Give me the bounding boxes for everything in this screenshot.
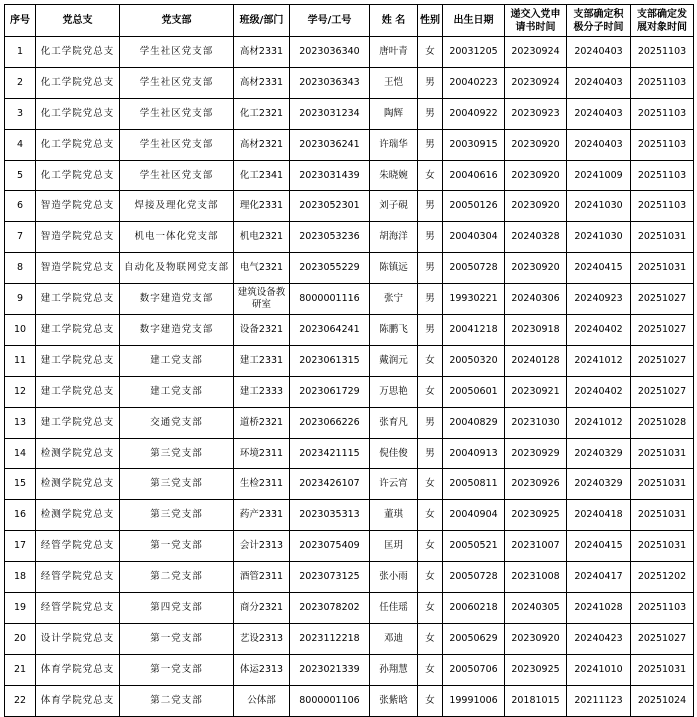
- cell-index: 12: [5, 376, 36, 407]
- table-row: [5, 284, 694, 315]
- cell-activist-date: 20240415: [567, 253, 631, 284]
- cell-student-id: 2023052301: [290, 191, 370, 222]
- cell-class-dept: 化工2341: [234, 160, 290, 191]
- cell-candidate-date: 20251103: [631, 129, 694, 160]
- cell-name: 张小雨: [370, 562, 418, 593]
- cell-party-branch: 第三党支部: [120, 469, 234, 500]
- cell-application-date: 20231008: [505, 562, 567, 593]
- cell-gender: 男: [418, 67, 443, 98]
- table-row: [5, 562, 694, 593]
- cell-application-date: 20240128: [505, 345, 567, 376]
- cell-student-id: 8000001116: [290, 284, 370, 315]
- cell-class-dept: 药产2331: [234, 500, 290, 531]
- cell-name: 胡海洋: [370, 222, 418, 253]
- cell-party-branch: 自动化及物联网党支部: [120, 253, 234, 284]
- cell-application-date: 20230925: [505, 500, 567, 531]
- table-row: [5, 685, 694, 716]
- cell-application-date: 20230918: [505, 315, 567, 346]
- cell-gender: 男: [418, 407, 443, 438]
- cell-birth-date: 20050601: [443, 376, 505, 407]
- cell-birth-date: 20050728: [443, 562, 505, 593]
- cell-student-id: 8000001106: [290, 685, 370, 716]
- cell-party-branch: 第三党支部: [120, 500, 234, 531]
- cell-gender: 男: [418, 129, 443, 160]
- cell-candidate-date: 20251103: [631, 593, 694, 624]
- cell-activist-date: 20241009: [567, 160, 631, 191]
- cell-application-date: 20230929: [505, 438, 567, 469]
- cell-activist-date: 20241030: [567, 222, 631, 253]
- cell-party-branch: 第一党支部: [120, 531, 234, 562]
- cell-party-branch: 第一党支部: [120, 623, 234, 654]
- cell-class-dept: 艺设2313: [234, 623, 290, 654]
- cell-gender: 男: [418, 191, 443, 222]
- table-row: [5, 98, 694, 129]
- cell-index: 15: [5, 469, 36, 500]
- cell-gender: 男: [418, 438, 443, 469]
- cell-candidate-date: 20251103: [631, 67, 694, 98]
- cell-party-branch: 第四党支部: [120, 593, 234, 624]
- cell-party-branch: 第三党支部: [120, 438, 234, 469]
- cell-index: 10: [5, 315, 36, 346]
- cell-party-branch-general: 建工学院党总支: [36, 284, 120, 315]
- header-birth-date: [443, 5, 505, 37]
- cell-party-branch-general: 建工学院党总支: [36, 407, 120, 438]
- cell-name: 倪佳俊: [370, 438, 418, 469]
- cell-student-id: 2023075409: [290, 531, 370, 562]
- cell-student-id: 2023421115: [290, 438, 370, 469]
- cell-activist-date: 20241028: [567, 593, 631, 624]
- cell-candidate-date: 20251103: [631, 191, 694, 222]
- header-index: [5, 5, 36, 37]
- cell-class-dept: 建筑设备教研室: [234, 284, 290, 315]
- applicant-table: [4, 4, 694, 717]
- cell-party-branch-general: 检测学院党总支: [36, 500, 120, 531]
- cell-index: 4: [5, 129, 36, 160]
- cell-candidate-date: 20251103: [631, 37, 694, 68]
- cell-candidate-date: 20251027: [631, 376, 694, 407]
- cell-class-dept: 电气2321: [234, 253, 290, 284]
- table-row: [5, 623, 694, 654]
- cell-index: 14: [5, 438, 36, 469]
- cell-application-date: 20230920: [505, 191, 567, 222]
- cell-candidate-date: 20251027: [631, 623, 694, 654]
- cell-party-branch-general: 建工学院党总支: [36, 376, 120, 407]
- cell-class-dept: 高材2331: [234, 37, 290, 68]
- cell-party-branch-general: 经管学院党总支: [36, 562, 120, 593]
- cell-gender: 女: [418, 376, 443, 407]
- cell-index: 18: [5, 562, 36, 593]
- cell-name: 许瑞华: [370, 129, 418, 160]
- cell-application-date: 20240306: [505, 284, 567, 315]
- cell-name: 朱晓婉: [370, 160, 418, 191]
- cell-birth-date: 19991006: [443, 685, 505, 716]
- cell-gender: 女: [418, 593, 443, 624]
- cell-application-date: 20230924: [505, 67, 567, 98]
- cell-party-branch-general: 建工学院党总支: [36, 345, 120, 376]
- header-activist-date: [567, 5, 631, 37]
- cell-activist-date: 20211123: [567, 685, 631, 716]
- header-row: [5, 5, 694, 37]
- cell-activist-date: 20240403: [567, 37, 631, 68]
- cell-name: 董琪: [370, 500, 418, 531]
- cell-application-date: 20230920: [505, 253, 567, 284]
- cell-index: 21: [5, 654, 36, 685]
- cell-index: 6: [5, 191, 36, 222]
- cell-birth-date: 20050320: [443, 345, 505, 376]
- table-row: [5, 37, 694, 68]
- header-student-id: [290, 5, 370, 37]
- cell-party-branch: 焊接及理化党支部: [120, 191, 234, 222]
- header-label: 支部确定发展对象时间: [637, 8, 687, 33]
- header-label: 性别: [420, 15, 440, 26]
- cell-gender: 女: [418, 623, 443, 654]
- header-label: 出生日期: [453, 15, 494, 26]
- cell-party-branch-general: 体育学院党总支: [36, 685, 120, 716]
- cell-candidate-date: 20251031: [631, 253, 694, 284]
- cell-candidate-date: 20251031: [631, 654, 694, 685]
- cell-party-branch-general: 智造学院党总支: [36, 253, 120, 284]
- cell-student-id: 2023066226: [290, 407, 370, 438]
- cell-gender: 女: [418, 685, 443, 716]
- cell-party-branch-general: 建工学院党总支: [36, 315, 120, 346]
- cell-name: 刘子硯: [370, 191, 418, 222]
- cell-activist-date: 20240329: [567, 438, 631, 469]
- table-header: [5, 5, 694, 37]
- cell-index: 19: [5, 593, 36, 624]
- cell-name: 张紫晗: [370, 685, 418, 716]
- cell-index: 5: [5, 160, 36, 191]
- cell-application-date: 20230926: [505, 469, 567, 500]
- cell-class-dept: 建工2333: [234, 376, 290, 407]
- cell-party-branch-general: 化工学院党总支: [36, 67, 120, 98]
- cell-student-id: 2023055229: [290, 253, 370, 284]
- cell-activist-date: 20240417: [567, 562, 631, 593]
- cell-name: 陶辉: [370, 98, 418, 129]
- cell-gender: 女: [418, 562, 443, 593]
- cell-application-date: 20230920: [505, 129, 567, 160]
- cell-gender: 男: [418, 284, 443, 315]
- cell-party-branch: 学生社区党支部: [120, 129, 234, 160]
- cell-index: 20: [5, 623, 36, 654]
- cell-class-dept: 化工2321: [234, 98, 290, 129]
- cell-name: 万思艳: [370, 376, 418, 407]
- cell-index: 22: [5, 685, 36, 716]
- cell-party-branch-general: 经管学院党总支: [36, 593, 120, 624]
- cell-birth-date: 20040913: [443, 438, 505, 469]
- cell-student-id: 2023064241: [290, 315, 370, 346]
- cell-birth-date: 20050126: [443, 191, 505, 222]
- cell-class-dept: 高材2321: [234, 129, 290, 160]
- cell-party-branch-general: 经管学院党总支: [36, 531, 120, 562]
- header-application-date: [505, 5, 567, 37]
- cell-activist-date: 20240402: [567, 315, 631, 346]
- cell-candidate-date: 20251027: [631, 345, 694, 376]
- header-label: 支部确定积极分子时间: [573, 8, 624, 33]
- cell-birth-date: 20031205: [443, 37, 505, 68]
- table-row: [5, 654, 694, 685]
- cell-class-dept: 道桥2321: [234, 407, 290, 438]
- cell-class-dept: 机电2321: [234, 222, 290, 253]
- cell-class-dept: 生检2311: [234, 469, 290, 500]
- cell-party-branch: 第一党支部: [120, 654, 234, 685]
- table-row: [5, 253, 694, 284]
- cell-party-branch-general: 智造学院党总支: [36, 191, 120, 222]
- table-row: [5, 407, 694, 438]
- cell-party-branch-general: 检测学院党总支: [36, 469, 120, 500]
- cell-gender: 女: [418, 531, 443, 562]
- table-row: [5, 129, 694, 160]
- table-row: [5, 376, 694, 407]
- cell-name: 戴润元: [370, 345, 418, 376]
- cell-party-branch-general: 智造学院党总支: [36, 222, 120, 253]
- table-body: [5, 37, 694, 717]
- cell-gender: 男: [418, 253, 443, 284]
- cell-candidate-date: 20251031: [631, 222, 694, 253]
- cell-name: 王恺: [370, 67, 418, 98]
- header-label: 党总支: [62, 15, 93, 26]
- cell-party-branch: 交通党支部: [120, 407, 234, 438]
- cell-birth-date: 20040904: [443, 500, 505, 531]
- cell-party-branch: 第二党支部: [120, 562, 234, 593]
- cell-student-id: 2023036241: [290, 129, 370, 160]
- cell-party-branch: 学生社区党支部: [120, 160, 234, 191]
- table-row: [5, 345, 694, 376]
- cell-index: 16: [5, 500, 36, 531]
- cell-name: 唐叶青: [370, 37, 418, 68]
- cell-birth-date: 20050521: [443, 531, 505, 562]
- cell-candidate-date: 20251024: [631, 685, 694, 716]
- cell-candidate-date: 20251031: [631, 531, 694, 562]
- cell-party-branch-general: 体育学院党总支: [36, 654, 120, 685]
- header-label: 学号/工号: [307, 15, 352, 26]
- cell-candidate-date: 20251103: [631, 98, 694, 129]
- cell-application-date: 20181015: [505, 685, 567, 716]
- cell-party-branch: 建工党支部: [120, 376, 234, 407]
- cell-activist-date: 20240403: [567, 129, 631, 160]
- cell-birth-date: 20050728: [443, 253, 505, 284]
- cell-student-id: 2023061729: [290, 376, 370, 407]
- cell-candidate-date: 20251027: [631, 284, 694, 315]
- header-label: 姓 名: [381, 15, 406, 26]
- cell-student-id: 2023031439: [290, 160, 370, 191]
- cell-birth-date: 20030915: [443, 129, 505, 160]
- cell-class-dept: 酒管2311: [234, 562, 290, 593]
- cell-activist-date: 20240923: [567, 284, 631, 315]
- cell-index: 11: [5, 345, 36, 376]
- cell-birth-date: 20040829: [443, 407, 505, 438]
- cell-party-branch: 数字建造党支部: [120, 284, 234, 315]
- cell-candidate-date: 20251028: [631, 407, 694, 438]
- cell-activist-date: 20240329: [567, 469, 631, 500]
- cell-student-id: 2023036343: [290, 67, 370, 98]
- cell-party-branch-general: 检测学院党总支: [36, 438, 120, 469]
- cell-gender: 男: [418, 222, 443, 253]
- cell-name: 匡玥: [370, 531, 418, 562]
- cell-name: 张育凡: [370, 407, 418, 438]
- table-row: [5, 67, 694, 98]
- cell-birth-date: 20040304: [443, 222, 505, 253]
- cell-class-dept: 理化2331: [234, 191, 290, 222]
- cell-gender: 男: [418, 98, 443, 129]
- table-row: [5, 315, 694, 346]
- header-name: [370, 5, 418, 37]
- cell-activist-date: 20240403: [567, 98, 631, 129]
- cell-application-date: 20231030: [505, 407, 567, 438]
- cell-index: 7: [5, 222, 36, 253]
- cell-party-branch-general: 化工学院党总支: [36, 98, 120, 129]
- cell-party-branch-general: 化工学院党总支: [36, 129, 120, 160]
- cell-candidate-date: 20251031: [631, 438, 694, 469]
- cell-student-id: 2023426107: [290, 469, 370, 500]
- cell-student-id: 2023035313: [290, 500, 370, 531]
- cell-class-dept: 建工2331: [234, 345, 290, 376]
- cell-class-dept: 商分2321: [234, 593, 290, 624]
- cell-student-id: 2023021339: [290, 654, 370, 685]
- header-label: 班级/部门: [239, 15, 284, 26]
- cell-birth-date: 20050629: [443, 623, 505, 654]
- cell-activist-date: 20240403: [567, 67, 631, 98]
- cell-class-dept: 公体部: [234, 685, 290, 716]
- cell-candidate-date: 20251031: [631, 469, 694, 500]
- table-row: [5, 222, 694, 253]
- cell-name: 任佳瑶: [370, 593, 418, 624]
- cell-candidate-date: 20251202: [631, 562, 694, 593]
- table-row: [5, 531, 694, 562]
- cell-application-date: 20231007: [505, 531, 567, 562]
- cell-name: 许云宵: [370, 469, 418, 500]
- cell-index: 13: [5, 407, 36, 438]
- header-candidate-date: [631, 5, 694, 37]
- cell-gender: 女: [418, 160, 443, 191]
- table-row: [5, 438, 694, 469]
- cell-candidate-date: 20251031: [631, 500, 694, 531]
- cell-class-dept: 设备2321: [234, 315, 290, 346]
- table-row: [5, 160, 694, 191]
- cell-student-id: 2023061315: [290, 345, 370, 376]
- cell-application-date: 20240328: [505, 222, 567, 253]
- cell-index: 3: [5, 98, 36, 129]
- cell-birth-date: 20040223: [443, 67, 505, 98]
- cell-index: 9: [5, 284, 36, 315]
- cell-application-date: 20230920: [505, 160, 567, 191]
- cell-name: 陈鹏飞: [370, 315, 418, 346]
- cell-party-branch: 第二党支部: [120, 685, 234, 716]
- header-party-branch: [120, 5, 234, 37]
- cell-student-id: 2023036340: [290, 37, 370, 68]
- header-party-branch-general: [36, 5, 120, 37]
- cell-activist-date: 20241010: [567, 654, 631, 685]
- cell-birth-date: 20050706: [443, 654, 505, 685]
- cell-candidate-date: 20251027: [631, 315, 694, 346]
- cell-activist-date: 20240423: [567, 623, 631, 654]
- cell-birth-date: 20060218: [443, 593, 505, 624]
- cell-gender: 女: [418, 469, 443, 500]
- cell-party-branch: 学生社区党支部: [120, 37, 234, 68]
- cell-student-id: 2023078202: [290, 593, 370, 624]
- cell-class-dept: 会计2313: [234, 531, 290, 562]
- cell-student-id: 2023031234: [290, 98, 370, 129]
- cell-application-date: 20230924: [505, 37, 567, 68]
- cell-birth-date: 20041218: [443, 315, 505, 346]
- cell-class-dept: 高材2331: [234, 67, 290, 98]
- cell-gender: 女: [418, 500, 443, 531]
- cell-name: 邓迪: [370, 623, 418, 654]
- cell-birth-date: 20040616: [443, 160, 505, 191]
- cell-activist-date: 20240415: [567, 531, 631, 562]
- cell-gender: 女: [418, 345, 443, 376]
- cell-index: 8: [5, 253, 36, 284]
- cell-application-date: 20230920: [505, 623, 567, 654]
- cell-party-branch-general: 化工学院党总支: [36, 160, 120, 191]
- cell-party-branch: 数字建造党支部: [120, 315, 234, 346]
- cell-party-branch: 建工党支部: [120, 345, 234, 376]
- cell-party-branch: 学生社区党支部: [120, 98, 234, 129]
- table-row: [5, 191, 694, 222]
- header-label: 递交入党申请书时间: [510, 8, 561, 33]
- cell-activist-date: 20241030: [567, 191, 631, 222]
- header-class-dept: [234, 5, 290, 37]
- cell-candidate-date: 20251103: [631, 160, 694, 191]
- table-row: [5, 469, 694, 500]
- cell-name: 孙翔慧: [370, 654, 418, 685]
- cell-party-branch-general: 设计学院党总支: [36, 623, 120, 654]
- cell-student-id: 2023112218: [290, 623, 370, 654]
- cell-party-branch-general: 化工学院党总支: [36, 37, 120, 68]
- cell-application-date: 20230921: [505, 376, 567, 407]
- cell-birth-date: 20040922: [443, 98, 505, 129]
- cell-birth-date: 20050811: [443, 469, 505, 500]
- cell-index: 2: [5, 67, 36, 98]
- table-row: [5, 500, 694, 531]
- cell-class-dept: 体运2313: [234, 654, 290, 685]
- cell-class-dept: 环境2311: [234, 438, 290, 469]
- cell-student-id: 2023053236: [290, 222, 370, 253]
- cell-application-date: 20240305: [505, 593, 567, 624]
- cell-activist-date: 20240418: [567, 500, 631, 531]
- cell-birth-date: 19930221: [443, 284, 505, 315]
- cell-application-date: 20230925: [505, 654, 567, 685]
- header-label: 序号: [10, 15, 30, 26]
- cell-activist-date: 20241012: [567, 407, 631, 438]
- cell-gender: 男: [418, 315, 443, 346]
- cell-index: 1: [5, 37, 36, 68]
- cell-gender: 女: [418, 37, 443, 68]
- cell-student-id: 2023073125: [290, 562, 370, 593]
- cell-index: 17: [5, 531, 36, 562]
- header-label: 党支部: [161, 15, 192, 26]
- cell-activist-date: 20241012: [567, 345, 631, 376]
- cell-party-branch: 学生社区党支部: [120, 67, 234, 98]
- table-row: [5, 593, 694, 624]
- cell-activist-date: 20240402: [567, 376, 631, 407]
- cell-party-branch: 机电一体化党支部: [120, 222, 234, 253]
- header-gender: [418, 5, 443, 37]
- cell-application-date: 20230923: [505, 98, 567, 129]
- cell-name: 陈镇远: [370, 253, 418, 284]
- cell-gender: 女: [418, 654, 443, 685]
- cell-name: 张宁: [370, 284, 418, 315]
